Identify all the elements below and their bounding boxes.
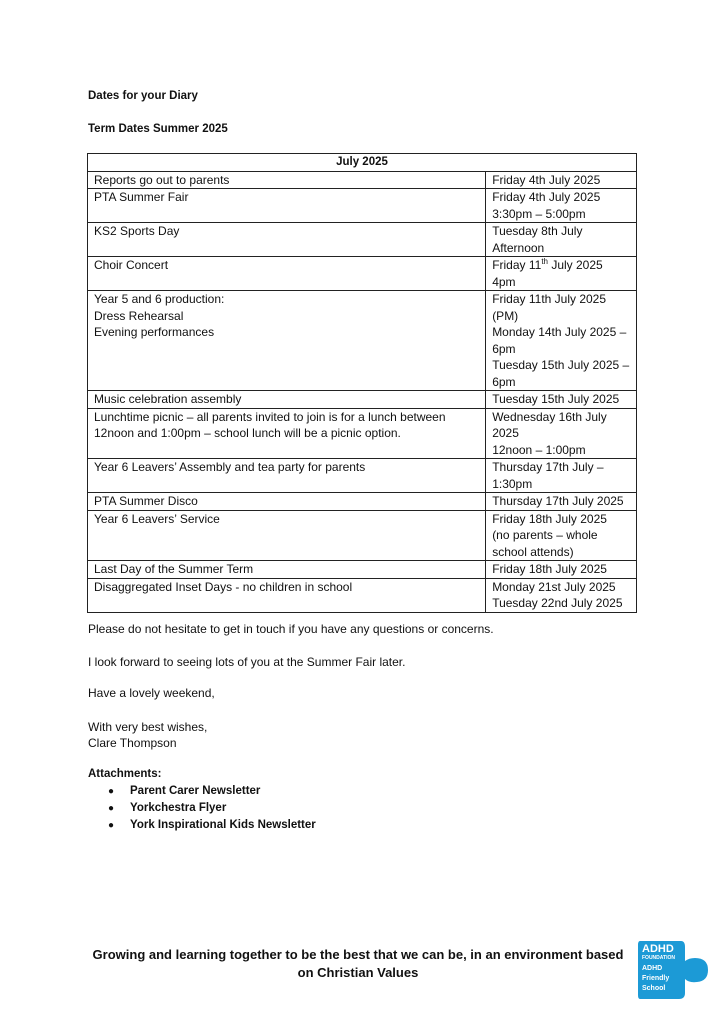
event-text: Evening performances: [94, 325, 215, 339]
date-text: (no parents – whole: [492, 528, 598, 542]
date-text: 1:30pm: [492, 476, 533, 491]
list-item[interactable]: [108, 800, 316, 817]
event-text: Music celebration assembly: [94, 392, 242, 406]
table-row: [88, 223, 637, 257]
term-dates-table: [87, 153, 637, 613]
date-cell: [486, 291, 637, 391]
date-cell: [486, 171, 637, 189]
date-text: Wednesday 16th July: [492, 409, 607, 424]
date-text: 2025: [492, 426, 519, 440]
table-row: [88, 459, 637, 493]
date-cell: [486, 391, 637, 409]
signature-closing: With very best wishes,: [88, 720, 208, 734]
date-text: Friday 4th July 2025: [492, 190, 601, 204]
date-text: school attends): [492, 544, 574, 559]
date-text: Tuesday 15th July 2025 –: [492, 358, 630, 372]
event-cell: [88, 510, 486, 561]
event-text: Last Day of the Summer Term: [94, 562, 254, 576]
date-text: Tuesday 22nd July 2025: [492, 596, 623, 610]
event-text: Year 6 Leavers’ Service: [94, 511, 220, 526]
event-text: KS2 Sports Day: [94, 224, 180, 238]
date-text: Friday 11th July 2025: [492, 292, 607, 306]
badge-school: School: [642, 985, 666, 992]
date-text: Thursday 17th July –: [492, 460, 604, 474]
date-text: Monday 14th July 2025 –: [492, 325, 627, 339]
event-cell: [88, 291, 486, 391]
table-row: [88, 171, 637, 189]
date-text: Friday 18th July 2025: [492, 511, 607, 526]
event-cell: [88, 561, 486, 579]
date-cell: [486, 223, 637, 257]
ordinal-suffix: th: [541, 257, 548, 266]
date-text: 6pm: [492, 374, 516, 389]
attachments-list: [108, 783, 316, 834]
table-row: [88, 510, 637, 561]
paragraph-weekend: Have a lovely weekend,: [88, 686, 215, 700]
event-cell: [88, 189, 486, 223]
event-cell: [88, 391, 486, 409]
footer-motto: [88, 946, 628, 982]
date-text: Monday 21st July 2025: [492, 579, 616, 594]
footer-line-1: Growing and learning together to be the best that we can be, in an environment based: [92, 947, 624, 962]
event-text: Choir Concert: [94, 258, 169, 272]
table-row: [88, 408, 637, 459]
event-cell: [88, 493, 486, 511]
date-text-part: Friday 11: [492, 258, 542, 272]
badge-friendly: Friendly: [642, 975, 670, 982]
date-text: 6pm: [492, 341, 516, 356]
bullet-icon: ●: [108, 786, 115, 797]
bullet-icon: ●: [108, 803, 115, 814]
event-text: Dress Rehearsal: [94, 308, 184, 323]
event-cell: [88, 257, 486, 291]
event-cell: [88, 408, 486, 459]
event-cell: [88, 223, 486, 257]
paragraph-summer-fair: I look forward to seeing lots of you at the Summer Fair later.: [88, 655, 406, 669]
footer-line-2: on Christian Values: [297, 965, 419, 980]
date-text: 12noon – 1:00pm: [492, 442, 586, 457]
date-text: Friday 4th July 2025: [492, 172, 601, 187]
adhd-friendly-school-badge: [637, 939, 709, 1001]
date-cell: [486, 578, 637, 612]
attachment-label: York Inspirational Kids Newsletter: [130, 819, 316, 831]
date-text: Tuesday 8th July: [492, 224, 583, 238]
date-text: Thursday 17th July 2025: [492, 494, 624, 508]
date-text: Friday 18th July 2025: [492, 562, 607, 576]
event-text: PTA Summer Fair: [94, 190, 189, 204]
table-row: [88, 257, 637, 291]
event-text: Reports go out to parents: [94, 172, 230, 187]
date-text: Afternoon: [492, 240, 545, 255]
badge-adhd: ADHD: [642, 943, 674, 955]
bullet-icon: ●: [108, 820, 115, 831]
event-text: Lunchtime picnic – all parents invited to join is for a lunch between: [94, 409, 446, 424]
event-text: PTA Summer Disco: [94, 494, 198, 508]
event-cell: [88, 171, 486, 189]
table-row: [88, 578, 637, 612]
signature-block: [88, 719, 207, 751]
table-row: [88, 189, 637, 223]
table-row: [88, 493, 637, 511]
table-row: [88, 391, 637, 409]
attachment-label: Yorkchestra Flyer: [130, 802, 227, 814]
badge-foundation: FOUNDATION: [642, 955, 675, 961]
event-cell: [88, 578, 486, 612]
date-text: 3:30pm – 5:00pm: [492, 206, 586, 221]
date-text: 4pm: [492, 274, 516, 289]
date-text-part: July 2025: [548, 258, 603, 272]
list-item[interactable]: [108, 783, 316, 800]
date-cell: [486, 493, 637, 511]
date-cell: [486, 257, 637, 291]
heading-term-dates: Term Dates Summer 2025: [88, 123, 228, 135]
date-cell: [486, 408, 637, 459]
event-cell: [88, 459, 486, 493]
event-text: Year 5 and 6 production:: [94, 292, 225, 306]
date-cell: [486, 459, 637, 493]
table-row: [88, 561, 637, 579]
event-text: Year 6 Leavers’ Assembly and tea party for parents: [94, 460, 366, 474]
date-cell: [486, 189, 637, 223]
signature-name: Clare Thompson: [88, 736, 177, 750]
paragraph-contact: Please do not hesitate to get in touch if you have any questions or concerns.: [88, 622, 494, 636]
attachment-label: Parent Carer Newsletter: [130, 785, 261, 797]
event-text: Disaggregated Inset Days - no children in school: [94, 579, 353, 594]
date-cell: [486, 510, 637, 561]
date-text: (PM): [492, 308, 519, 323]
attachments-title: Attachments:: [88, 768, 162, 780]
date-cell: [486, 561, 637, 579]
table-row: [88, 291, 637, 391]
badge-line-adhd: ADHD: [642, 965, 663, 972]
date-text: Tuesday 15th July 2025: [492, 392, 620, 406]
list-item[interactable]: [108, 817, 316, 834]
table-header-month: July 2025: [88, 154, 637, 172]
date-text: [492, 257, 630, 274]
heading-dates-diary: Dates for your Diary: [88, 90, 198, 102]
event-text: 12noon and 1:00pm – school lunch will be a picnic option.: [94, 426, 401, 440]
